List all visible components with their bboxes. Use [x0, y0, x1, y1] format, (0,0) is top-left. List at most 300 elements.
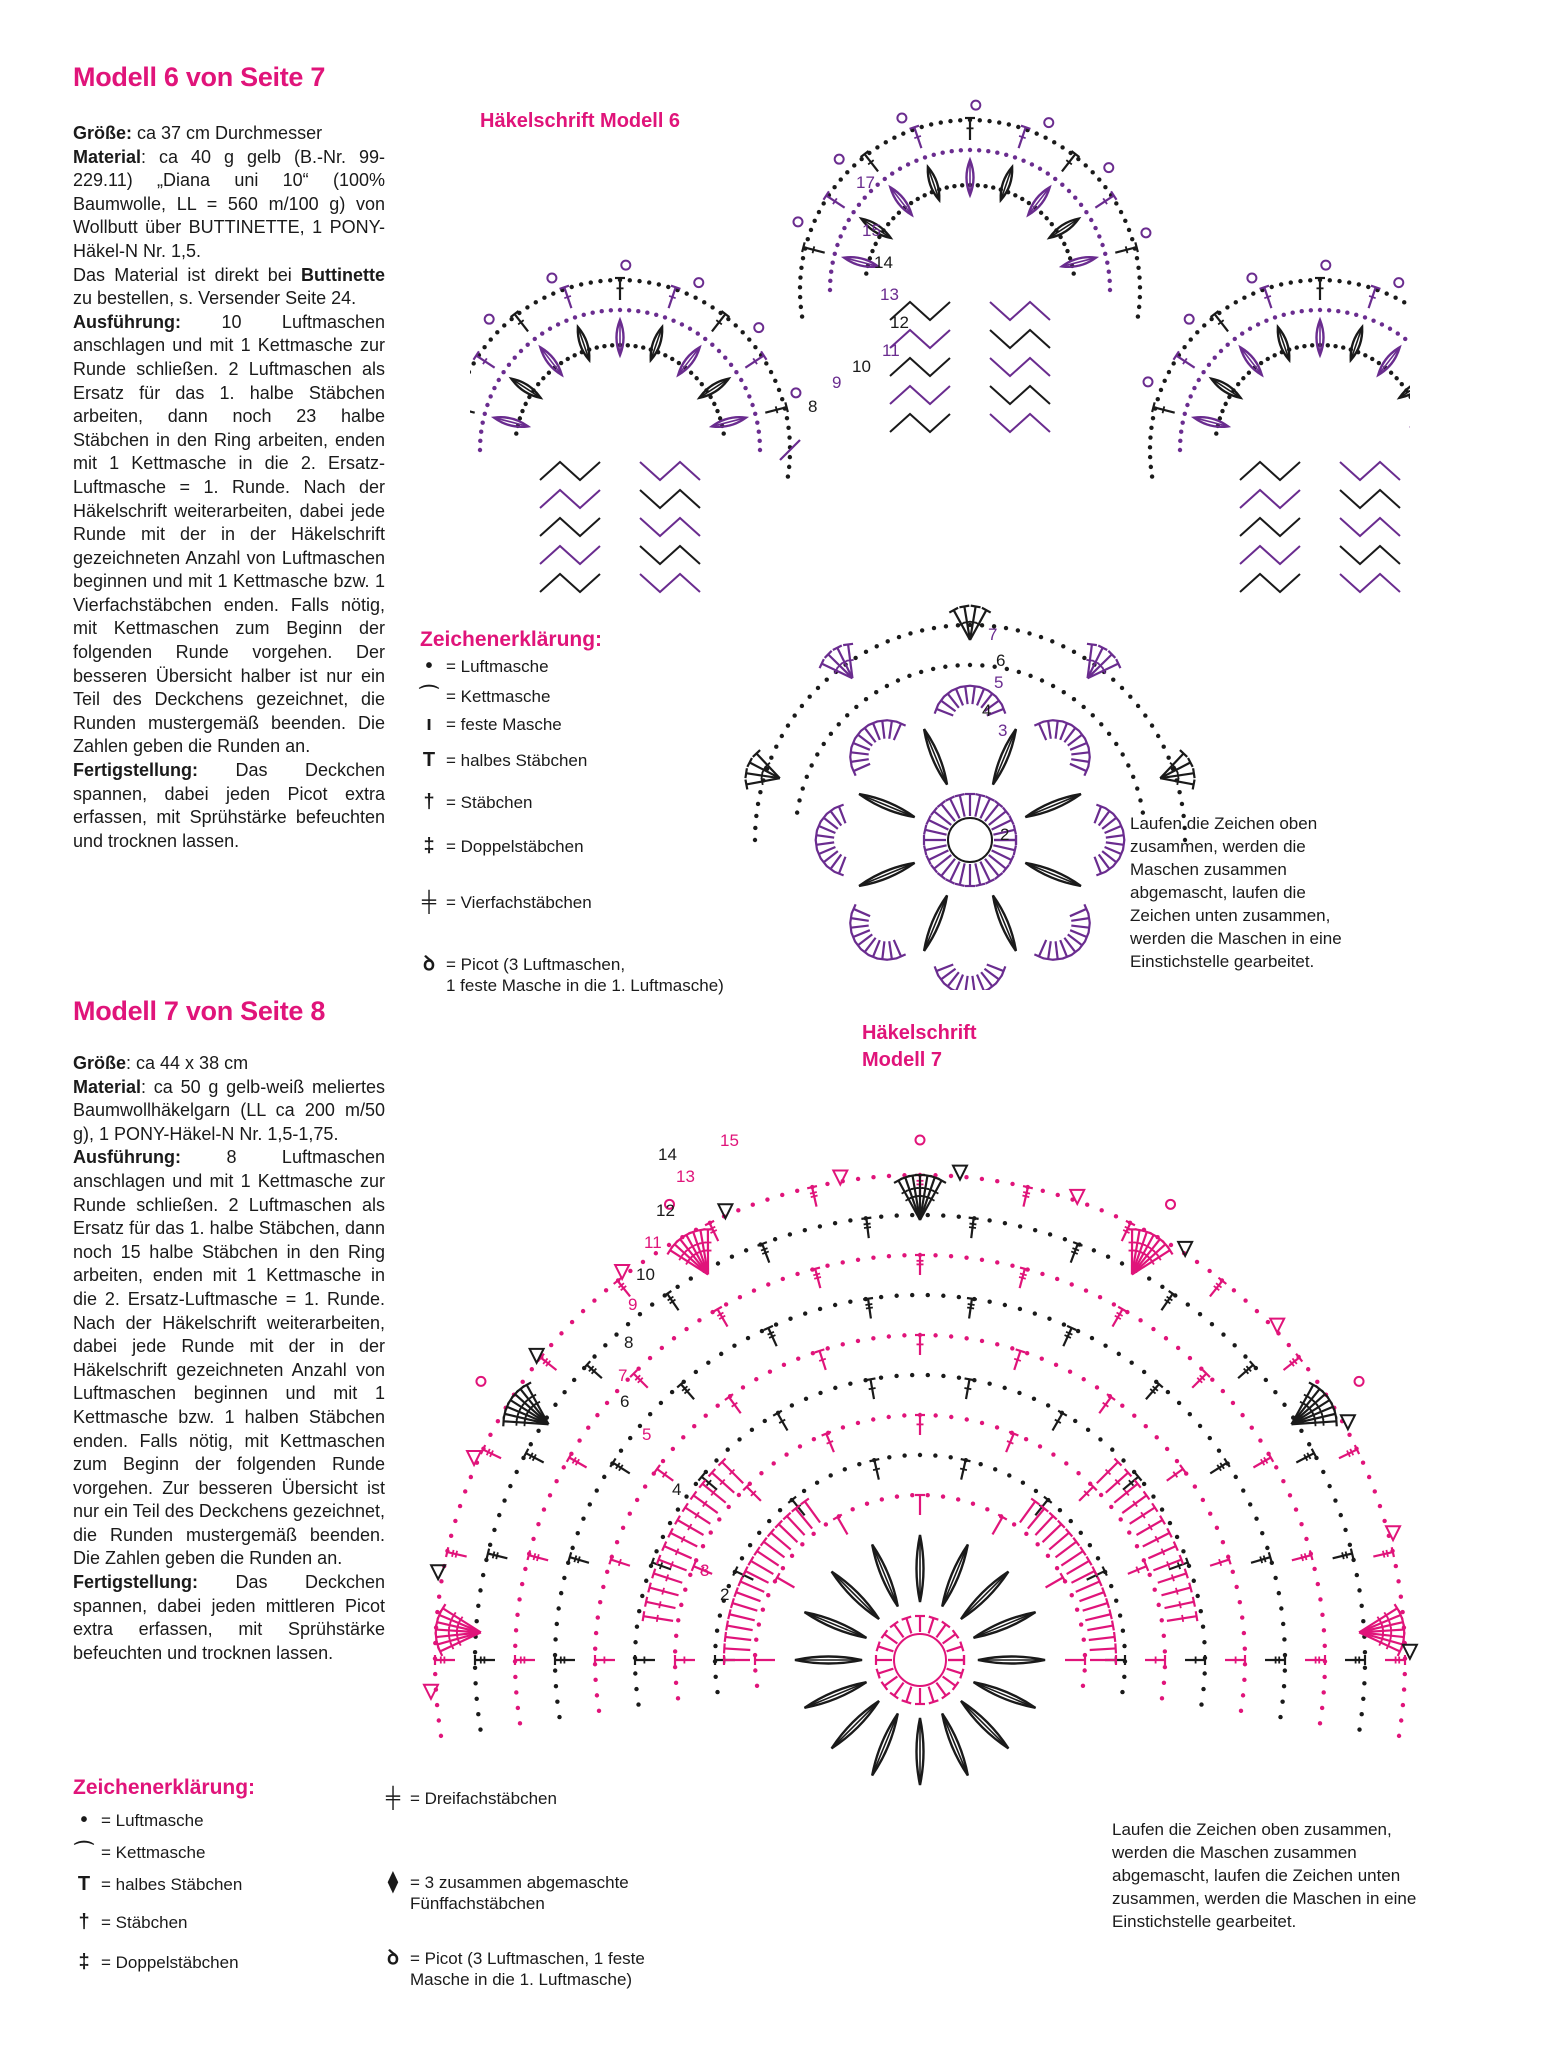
chain-dot [744, 1248, 748, 1252]
chain-dot [983, 184, 987, 188]
stitch-stem [993, 1517, 1003, 1534]
chain-dot [1180, 802, 1184, 806]
chain-dot [474, 1697, 478, 1701]
chain-dot [1061, 644, 1065, 648]
chain-dot [529, 1442, 533, 1446]
chain-dot [433, 1672, 437, 1676]
instructions-label: Ausführung: [73, 1147, 181, 1168]
stitch-stem [925, 830, 946, 835]
stitch-top [652, 1569, 655, 1579]
chain-dot [684, 291, 688, 295]
picot [476, 1377, 485, 1386]
stitch-top [560, 286, 569, 289]
zigzag-row [1340, 574, 1400, 592]
stitch-stem [894, 940, 901, 956]
chain-dot [559, 1591, 563, 1595]
chain-dot [948, 119, 952, 123]
chain-dot [1341, 345, 1345, 349]
chain-dot [559, 1331, 563, 1335]
chain-dot [1231, 1570, 1235, 1574]
stitch-stem [1056, 941, 1058, 959]
chain-dot [856, 1258, 860, 1262]
round-number: 4 [982, 701, 992, 720]
zigzag-row [990, 330, 1050, 348]
chain-dot [1254, 1516, 1258, 1520]
dot-icon: • [425, 655, 433, 677]
legend-item [382, 1788, 557, 1809]
chain-dot [943, 665, 947, 669]
chain-dot [1132, 1413, 1136, 1417]
chain-dot [628, 1512, 632, 1516]
chain-dot [1277, 1591, 1281, 1595]
chain-dot [1348, 1543, 1352, 1547]
stitch-bar [1383, 1551, 1385, 1558]
chain-dot [798, 295, 802, 299]
stitch-bar [813, 246, 815, 253]
chain-dot [809, 228, 813, 232]
chain-dot [643, 1484, 647, 1488]
stitch-top [929, 1700, 939, 1703]
stitch-bar [762, 1251, 769, 1253]
chain-dot [676, 1696, 680, 1700]
chain-dot [548, 327, 552, 331]
chain-dot [670, 1390, 674, 1394]
chain-dot [1402, 300, 1406, 304]
chain-dot [715, 409, 719, 413]
chain-dot [1027, 631, 1031, 635]
stitch-stem [787, 1516, 805, 1535]
stitch-top [1371, 286, 1380, 289]
chain-dot [515, 1613, 519, 1617]
chain-dot [1090, 1336, 1094, 1340]
stitch-stem [1070, 909, 1086, 916]
chain-dot [1018, 1307, 1022, 1311]
picot [547, 273, 556, 282]
chain-dot [909, 201, 913, 205]
stitch-top [1189, 1583, 1192, 1593]
chain-dot [1147, 1276, 1151, 1280]
chain-dot [1076, 1329, 1080, 1333]
chain-dot [1166, 1390, 1170, 1394]
chain-dot [1058, 1508, 1062, 1512]
model6-heading: Modell 6 von Seite 7 [73, 62, 326, 92]
chain-dot [933, 1413, 937, 1417]
chain-dot [497, 1513, 501, 1517]
stitch-bar [1260, 1556, 1262, 1563]
chain-dot [1028, 674, 1032, 678]
legend-item [73, 1810, 204, 1831]
chain-dot [1162, 1681, 1166, 1685]
chain-dot [1251, 291, 1255, 295]
picot [1355, 1377, 1364, 1386]
chain-dot [628, 1436, 632, 1440]
chain-dot [501, 370, 505, 374]
zigzag-row [1340, 490, 1400, 508]
chain-dot [1239, 1709, 1243, 1713]
chain-dot [549, 1343, 553, 1347]
chain-dot [1167, 370, 1171, 374]
chain-dot [1225, 305, 1229, 309]
finishing-text: Das Deckchen spannen, dabei jeden mittleren Picot extra erfassen, mit Sprühstärke befeuchten und trocknen lassen. [73, 1572, 385, 1663]
stitch-bar [1178, 1562, 1180, 1569]
chain-dot [570, 285, 574, 289]
chain-dot [825, 1264, 829, 1268]
chain-dot [949, 1415, 953, 1419]
chain-dot [1270, 285, 1274, 289]
model7-crochet-diagram [420, 1030, 1420, 1840]
chain-dot [1039, 211, 1043, 215]
chain-dot [1354, 313, 1358, 317]
legend-text: = Doppelstäbchen [446, 837, 584, 856]
stitch-bar [1182, 1615, 1183, 1622]
chain-dot [955, 663, 959, 667]
petal-spine [942, 1714, 968, 1776]
chain-dot [727, 1505, 731, 1509]
stitch-top [955, 884, 965, 886]
round-number: 12 [656, 1201, 675, 1220]
chain-dot [1085, 1203, 1089, 1207]
tr-icon: ‡ [423, 835, 435, 857]
chain-dot [485, 403, 489, 407]
chain-dot [1081, 705, 1085, 709]
stitch-top [975, 884, 985, 886]
chain-dot [1290, 310, 1294, 314]
chain-dot [898, 167, 902, 171]
chain-dot [1135, 256, 1139, 260]
legend-item [382, 1948, 645, 1990]
stitch-top [1087, 644, 1097, 645]
chain-dot [1197, 378, 1201, 382]
stitch-stem [1028, 1508, 1044, 1528]
chain-dot [713, 1644, 717, 1648]
chain-dot [628, 278, 632, 282]
chain-dot [1072, 271, 1076, 275]
diagram-title-line2: Modell 7 [862, 1049, 943, 1071]
chain-dot [1065, 249, 1069, 253]
chain-dot [828, 288, 832, 292]
chain-dot [473, 1681, 477, 1685]
chain-dot [513, 1675, 517, 1679]
stitch-bar [1086, 660, 1093, 661]
chain-dot [880, 1497, 884, 1501]
chain-dot [1399, 1718, 1403, 1722]
chain-dot [661, 1459, 665, 1463]
zigzag-row [1340, 546, 1400, 564]
chain-dot [497, 378, 501, 382]
chain-dot [683, 1588, 687, 1592]
chain-dot [1027, 201, 1031, 205]
chain-dot [980, 663, 984, 667]
stitch-stem [977, 975, 984, 990]
chain-dot [875, 183, 879, 187]
chain-dot [1281, 1479, 1285, 1483]
chain-dot [1082, 1377, 1086, 1381]
chain-dot [1318, 308, 1322, 312]
chain-dot [463, 1489, 467, 1493]
zigzag-row [890, 358, 950, 376]
stitch-bar [869, 1388, 876, 1389]
stitch-stem [929, 1687, 934, 1702]
chain-dot [1016, 628, 1020, 632]
chain-dot [995, 1260, 999, 1264]
chain-dot [931, 667, 935, 671]
chain-dot [841, 1425, 845, 1429]
chain-dot [1323, 1644, 1327, 1648]
chain-dot [809, 763, 813, 767]
stitch-stem [960, 795, 965, 816]
stitch-stem [757, 1551, 779, 1565]
chain-dot [802, 1489, 806, 1493]
chain-dot [1192, 1579, 1196, 1583]
stitch-stem [1106, 835, 1124, 837]
zigzag-row [890, 386, 950, 404]
chain-dot [980, 1258, 984, 1262]
model7-instructions [73, 1052, 385, 1665]
chain-dot [1047, 1317, 1051, 1321]
chain-dot [715, 1403, 719, 1407]
chain-dot [1243, 1298, 1247, 1302]
chain-dot [1357, 282, 1361, 286]
chain-dot [757, 430, 761, 434]
chain-dot [1163, 1665, 1167, 1669]
chain-dot [715, 1690, 719, 1694]
chain-dot [1316, 1582, 1320, 1586]
chain-dot [1394, 1564, 1398, 1568]
chain-dot [520, 409, 524, 413]
stitch-bar [761, 772, 762, 779]
chain-dot [746, 1336, 750, 1340]
chain-dot [1220, 409, 1224, 413]
chain-dot [926, 1213, 930, 1217]
chain-dot [609, 308, 613, 312]
stitch-bar [493, 1551, 495, 1558]
chain-dot [788, 1317, 792, 1321]
chain-dot [540, 331, 544, 335]
stitch-top [924, 845, 926, 855]
petal-spine [890, 187, 911, 215]
stitch-bar [1136, 1567, 1139, 1573]
chain-dot [726, 1447, 730, 1451]
chain-dot [811, 1532, 815, 1536]
chain-dot [769, 370, 773, 374]
size-label: Größe [73, 1053, 127, 1073]
chain-dot [473, 1666, 477, 1670]
chain-dot [675, 1285, 679, 1289]
chain-dot [1163, 1649, 1167, 1653]
chain-dot [949, 1174, 953, 1178]
zigzag-row [1240, 574, 1300, 592]
stitch-stem [764, 1542, 785, 1558]
chain-dot [803, 1311, 807, 1315]
stitch-stem [1076, 1581, 1100, 1591]
stitch-bar [1126, 246, 1128, 253]
stitch-stem [1039, 940, 1046, 956]
size-label: Größe: [73, 123, 133, 143]
chain-dot [573, 315, 577, 319]
finishing-text: Das Deckchen spannen, dabei jeden Picot extra erfassen, mit Sprühstärke befeuchten und trocknen lassen. [73, 760, 385, 851]
picot [485, 315, 494, 324]
stitch-top [671, 286, 680, 289]
chain-dot [1366, 285, 1370, 289]
round-number: 13 [880, 285, 899, 304]
chain-dot [525, 343, 529, 347]
chain-dot [555, 1622, 559, 1626]
chain-dot [1195, 330, 1199, 334]
petal-spine [859, 794, 914, 817]
chain-dot [495, 330, 499, 334]
chain-dot [1258, 1438, 1262, 1442]
stitch-top [877, 1669, 880, 1679]
stitch-top [1089, 747, 1090, 757]
center-ring [894, 1634, 946, 1686]
chain-dot [1043, 136, 1047, 140]
stitch-top [960, 1642, 963, 1652]
stitch-top [1260, 286, 1269, 289]
zigzag-row [990, 358, 1050, 376]
chain-dot [932, 626, 936, 630]
chain-dot [1361, 1697, 1365, 1701]
chain-dot [737, 1437, 741, 1441]
chain-dot [615, 1389, 619, 1393]
chain-dot [1282, 1637, 1286, 1641]
chain-dot [1148, 435, 1152, 439]
chain-dot [1090, 170, 1094, 174]
chain-dot [1064, 1461, 1068, 1465]
chain-dot [593, 1646, 597, 1650]
stitch-bar [1179, 1601, 1180, 1608]
chain-dot [795, 1189, 799, 1193]
tr-icon: ‡ [78, 1951, 90, 1973]
chain-dot [680, 322, 684, 326]
chain-dot [1142, 1482, 1146, 1486]
stitch-bar [1023, 1192, 1030, 1194]
chain-dot [884, 140, 888, 144]
chain-dot [1169, 1243, 1173, 1247]
stitch-top [870, 1459, 880, 1461]
chain-dot [634, 1687, 638, 1691]
chain-dot [1266, 1320, 1270, 1324]
chain-dot [1127, 228, 1131, 232]
chain-dot [1234, 1585, 1238, 1589]
stitch-stem [873, 940, 880, 957]
chain-dot [811, 1351, 815, 1355]
material-value: : ca 50 g gelb-weiß meliertes Baumwollhäkelgarn (LL ca 200 m/50 g), 1 PONY-Häkel-N Nr. 1,5-1,75. [73, 1076, 385, 1144]
chain-dot [787, 435, 791, 439]
chain-dot [1373, 1489, 1377, 1493]
chain-dot [458, 1504, 462, 1508]
stitch-stem [725, 1637, 751, 1640]
stitch-stem [1070, 930, 1087, 937]
chain-dot [1208, 1512, 1212, 1516]
chain-dot [971, 1502, 975, 1506]
chain-dot [1233, 337, 1237, 341]
stitch-bar [914, 136, 921, 138]
legend-text: = Luftmasche [101, 1811, 204, 1830]
chain-dot [752, 1288, 756, 1292]
chain-dot [941, 1374, 945, 1378]
chain-dot [1099, 1493, 1103, 1497]
chain-dot [1193, 1484, 1197, 1488]
chain-dot [1035, 1542, 1039, 1546]
chain-dot [673, 1665, 677, 1669]
chain-dot [1050, 639, 1054, 643]
chain-dot [1053, 177, 1057, 181]
stitch-stem [1070, 743, 1087, 750]
chain-dot [1221, 1389, 1225, 1393]
chain-dot [1033, 1311, 1037, 1315]
chain-dot [1201, 1624, 1205, 1628]
chain-dot [965, 1417, 969, 1421]
chain-dot [1333, 1498, 1337, 1502]
chain-dot [939, 120, 943, 124]
stitch-stem [740, 1581, 764, 1591]
stitch-bar [619, 1559, 621, 1566]
stitch-bar [1264, 1555, 1266, 1562]
petal-spine [1025, 863, 1080, 886]
chain-dot [1312, 1567, 1316, 1571]
stitch-top [887, 720, 897, 721]
chain-dot [1160, 1285, 1164, 1289]
stitch-top [643, 1611, 645, 1621]
chain-dot [914, 158, 918, 162]
chain-dot [601, 1585, 605, 1589]
stitch-stem [929, 1618, 934, 1633]
stitch-bar [776, 406, 778, 413]
stitch-stem [854, 764, 870, 771]
chain-dot [1055, 1566, 1059, 1570]
stitch-stem [796, 1508, 812, 1528]
chain-dot [1151, 416, 1155, 420]
chain-dot [890, 171, 894, 175]
chain-dot [628, 1269, 632, 1273]
stitch-bar [873, 1469, 880, 1471]
stitch-stem [724, 1648, 750, 1650]
stitch-stem [671, 1533, 698, 1547]
chain-dot [848, 1218, 852, 1222]
stitch-stem [736, 1592, 760, 1601]
stitch-bar [1167, 1561, 1170, 1568]
chain-dot [1175, 1459, 1179, 1463]
zigzag-row [640, 462, 700, 480]
stitch-bar [660, 1562, 662, 1569]
stitch-top [816, 830, 817, 840]
round-number: 5 [642, 1425, 652, 1444]
chain-dot [790, 1554, 794, 1558]
chain-dot [864, 271, 868, 275]
stitch-stem [894, 1683, 903, 1696]
chain-dot [1127, 1530, 1131, 1534]
stitch-stem [851, 926, 869, 928]
stitch-bar [1020, 1273, 1027, 1275]
stitch-bar [1019, 136, 1026, 138]
chain-dot [1018, 1224, 1022, 1228]
chain-dot [829, 270, 833, 274]
chain-dot [738, 1295, 742, 1299]
stitch-bar [864, 1227, 871, 1228]
chain-dot [689, 1276, 693, 1280]
petal-spine [1211, 379, 1240, 398]
chain-dot [489, 337, 493, 341]
chain-dot [566, 357, 570, 361]
chain-dot [739, 378, 743, 382]
chain-dot [747, 337, 751, 341]
picot-icon: ꝺ [423, 953, 435, 975]
chain-dot [1114, 1598, 1118, 1602]
chain-dot [1176, 1346, 1180, 1350]
chain-dot [1114, 1214, 1118, 1218]
chain-dot [1097, 234, 1101, 238]
chain-dot [957, 1214, 961, 1218]
